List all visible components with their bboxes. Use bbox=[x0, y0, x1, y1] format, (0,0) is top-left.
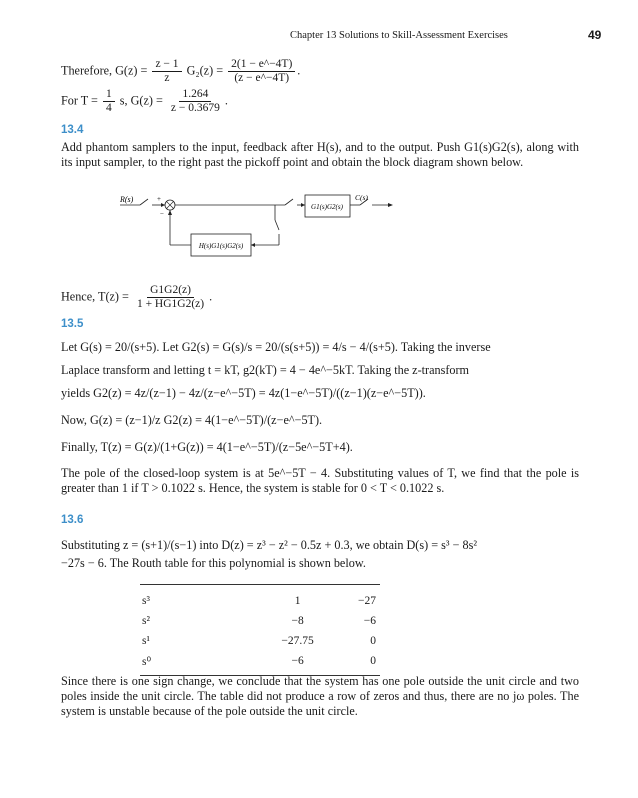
page-number: 49 bbox=[588, 28, 602, 42]
diagram-output-label: C(s) bbox=[355, 193, 368, 202]
hence-equation: Hence, T(z) = $\frac{G1G2(z)}{1 + HG1G2(z)}$ . bbox=[61, 284, 213, 310]
feedback-block-label: H(s)G1(s)G2(s) bbox=[198, 242, 244, 250]
block-diagram bbox=[115, 190, 395, 262]
feedback-sampler bbox=[275, 220, 279, 230]
routh-value-cell: 0 bbox=[370, 635, 376, 647]
section-heading-13-6: 13.6 bbox=[61, 514, 84, 526]
routh-value-cell: −27 bbox=[358, 595, 376, 607]
input-sampler bbox=[140, 199, 148, 205]
running-header: Chapter 13 Solutions to Skill-Assessment Exercises bbox=[290, 30, 508, 41]
section-heading-13-4: 13.4 bbox=[61, 124, 84, 136]
therefore-label: Therefore, G(z) = bbox=[61, 63, 148, 78]
for-T-equation: For T = $\frac{1}{4}$ s, G(z) = $\frac{1.264}{z - 0.3679}$ . bbox=[61, 88, 228, 114]
routh-power-cell: s¹ bbox=[142, 635, 150, 647]
routh-value-cell: 0 bbox=[370, 655, 376, 667]
routh-value-cell: −6 bbox=[363, 615, 376, 627]
routh-row bbox=[140, 591, 380, 611]
routh-table bbox=[140, 584, 380, 676]
therefore-fraction-2: $\frac{2(1 - e\^{}-4T)}{(z - e\^{}-4T)}$ bbox=[228, 58, 295, 85]
diagram-input-label: R(s) bbox=[120, 195, 134, 204]
summer-minus-sign: − bbox=[160, 210, 164, 218]
section-13-6-conclusion: Since there is one sign change, we conclude that the system has one pole outside the unit circle and two poles inside the unit circle. The table did not produce a row of zeros and thus, there are no jω poles. The system is unstable because of the pole outside the unit circle. bbox=[61, 674, 579, 718]
routh-power-cell: s⁰ bbox=[142, 656, 152, 668]
routh-row bbox=[140, 631, 380, 651]
routh-value-cell: 1 bbox=[294, 595, 301, 607]
forward-sampler bbox=[285, 199, 293, 205]
routh-value-cell: −27.75 bbox=[281, 635, 314, 647]
section-13-5-line-3: yields G2(z) = 4z/(z−1) − 4z/(z−e^−5T) = 4z(1−e^−5T)/((z−1)(z−e^−5T)). bbox=[61, 386, 426, 400]
routh-row bbox=[140, 611, 380, 631]
summer-plus-sign: + bbox=[157, 195, 161, 203]
routh-value-cell: −8 bbox=[291, 615, 304, 627]
section-13-5-paragraph: The pole of the closed-loop system is at 5e^−5T − 4. Substituting values of T, we find that the pole is greater than 1 if T > 0.1022 s. Hence, the system is stable for 0 < T < 0.1022 s. bbox=[61, 466, 579, 495]
for-fraction-1: $\frac{1}{4}$ bbox=[103, 88, 115, 115]
therefore-equation: Therefore, G(z) = $\frac{z - 1}{z}$ G₂(z) = $\frac{2(1 - e\^{}-4T)}{(z - e\^{}-4T)}$ . bbox=[61, 58, 301, 84]
for-fraction-2: $\frac{1.264}{z - 0.3679}$ bbox=[170, 88, 220, 114]
section-13-4-paragraph: Add phantom samplers to the input, feedback after H(s), and to the output. Push G1(s)G2(s), along with its input sampler, to the right past the pickoff point and obtain the block diagram shown below. bbox=[61, 140, 579, 169]
section-heading-13-5: 13.5 bbox=[61, 318, 84, 330]
therefore-fraction-1: $\frac{z - 1}{z}$ bbox=[152, 58, 181, 85]
routh-row bbox=[140, 651, 380, 671]
section-13-6-line-1: Substituting z = (s+1)/(s−1) into D(z) = z³ − z² − 0.5z + 0.3, we obtain D(s) = s³ − 8s² bbox=[61, 538, 477, 552]
forward-block-label: G1(s)G2(s) bbox=[311, 203, 343, 211]
hence-fraction: $\frac{G1G2(z)}{1 + HG1G2(z)}$ bbox=[136, 284, 205, 310]
routh-value-cell: −6 bbox=[291, 655, 304, 667]
section-13-5-line-5: Finally, T(z) = G(z)/(1+G(z)) = 4(1−e^−5T)/(z−5e^−5T+4). bbox=[61, 440, 353, 454]
routh-power-cell: s² bbox=[142, 615, 150, 627]
routh-power-cell: s³ bbox=[142, 595, 150, 607]
section-13-5-line-4: Now, G(z) = (z−1)/z G2(z) = 4(1−e^−5T)/(z−e^−5T). bbox=[61, 413, 323, 427]
section-13-6-line-2: −27s − 6. The Routh table for this polynomial is shown below. bbox=[61, 556, 366, 570]
section-13-5-line-2: Laplace transform and letting t = kT, g2(kT) = 4 − 4e^−5kT. Taking the z-transform bbox=[61, 363, 470, 377]
section-13-5-line-1: Let G(s) = 20/(s+5). Let G2(s) = G(s)/s = 20/(s(s+5)) = 4/s − 4/(s+5). Taking the inverse bbox=[61, 340, 491, 354]
